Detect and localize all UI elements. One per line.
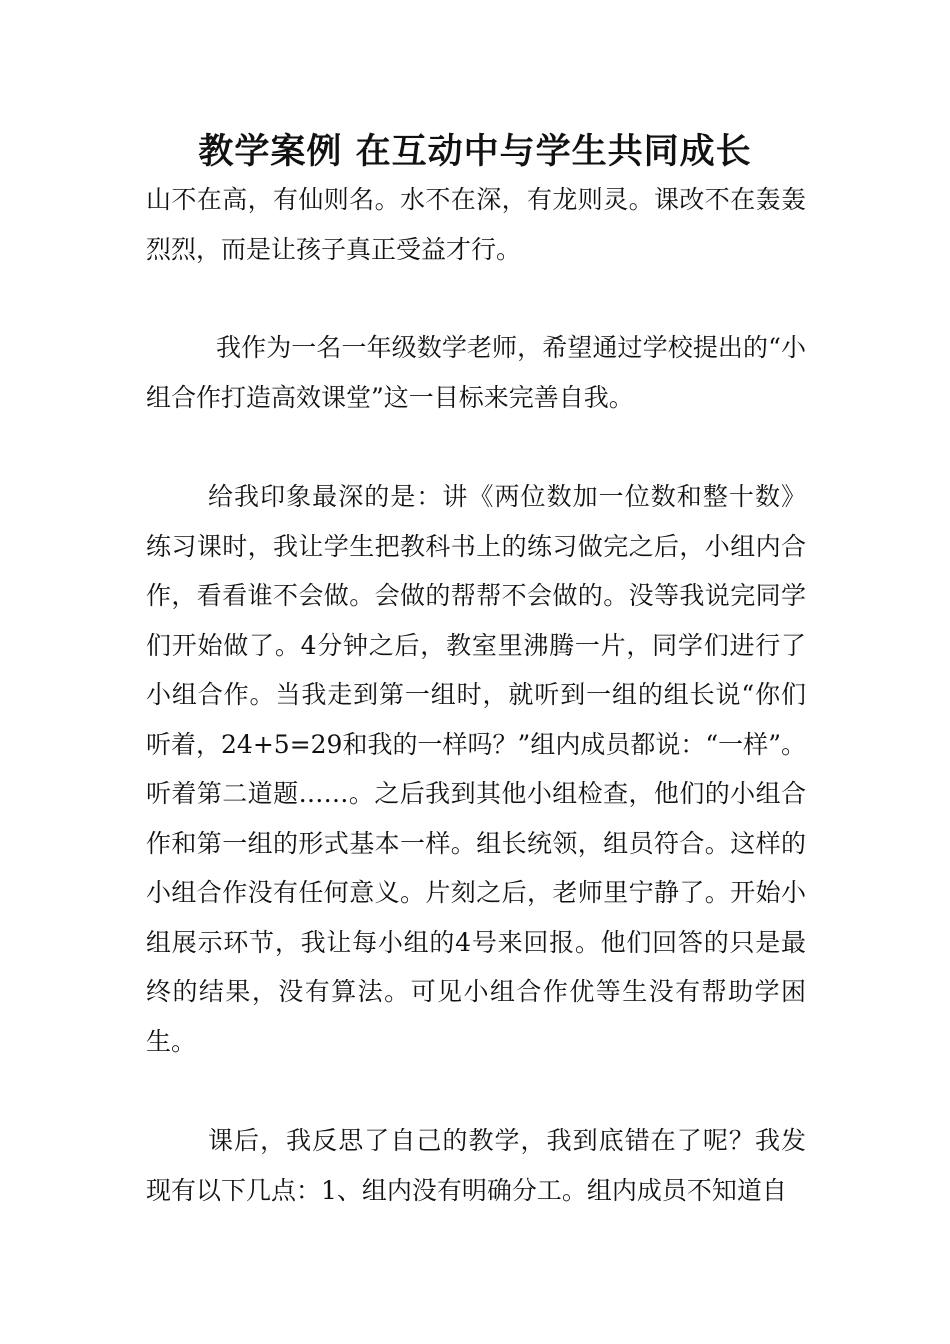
paragraph-4: 课后，我反思了自己的教学，我到底错在了呢？我发现有以下几点：1、组内没有明确分工。组内成员不知道自	[146, 1126, 806, 1205]
paragraph-3: 给我印象最深的是：讲《两位数加一位数和整十数》练习课时，我让学生把教科书上的练习做完之后，小组内合作，看看谁不会做。会做的帮帮不会做的。没等我说完同学们开始做了。4分钟之后，教室里沸腾一片，同学们进行了小组合作。当我走到第一组时，就听到一组的组长说“你们听着，24+5=29和我的一样吗？”组内成员都说：“一样”。听着第二道题……。之后我到其他小组检查，他们的小组合作和第一组的形式基本一样。组长统领，组员符合。这样的小组合作没有任何意义。片刻之后，老师里宁静了。开始小组展示环节，我让每小组的4号来回报。他们回答的只是最终的结果，没有算法。可见小组合作优等生没有帮助学困生。	[146, 482, 806, 1056]
document-title: 教学案例 在互动中与学生共同成长	[198, 132, 752, 172]
paragraph-2: 我作为一名一年级数学老师，希望通过学校提出的“小组合作打造高效课堂”这一目标来完善自我。	[146, 333, 806, 412]
paragraph-1: 山不在高，有仙则名。水不在深，有龙则灵。课改不在轰轰烈烈，而是让孩子真正受益才行。	[146, 185, 806, 264]
